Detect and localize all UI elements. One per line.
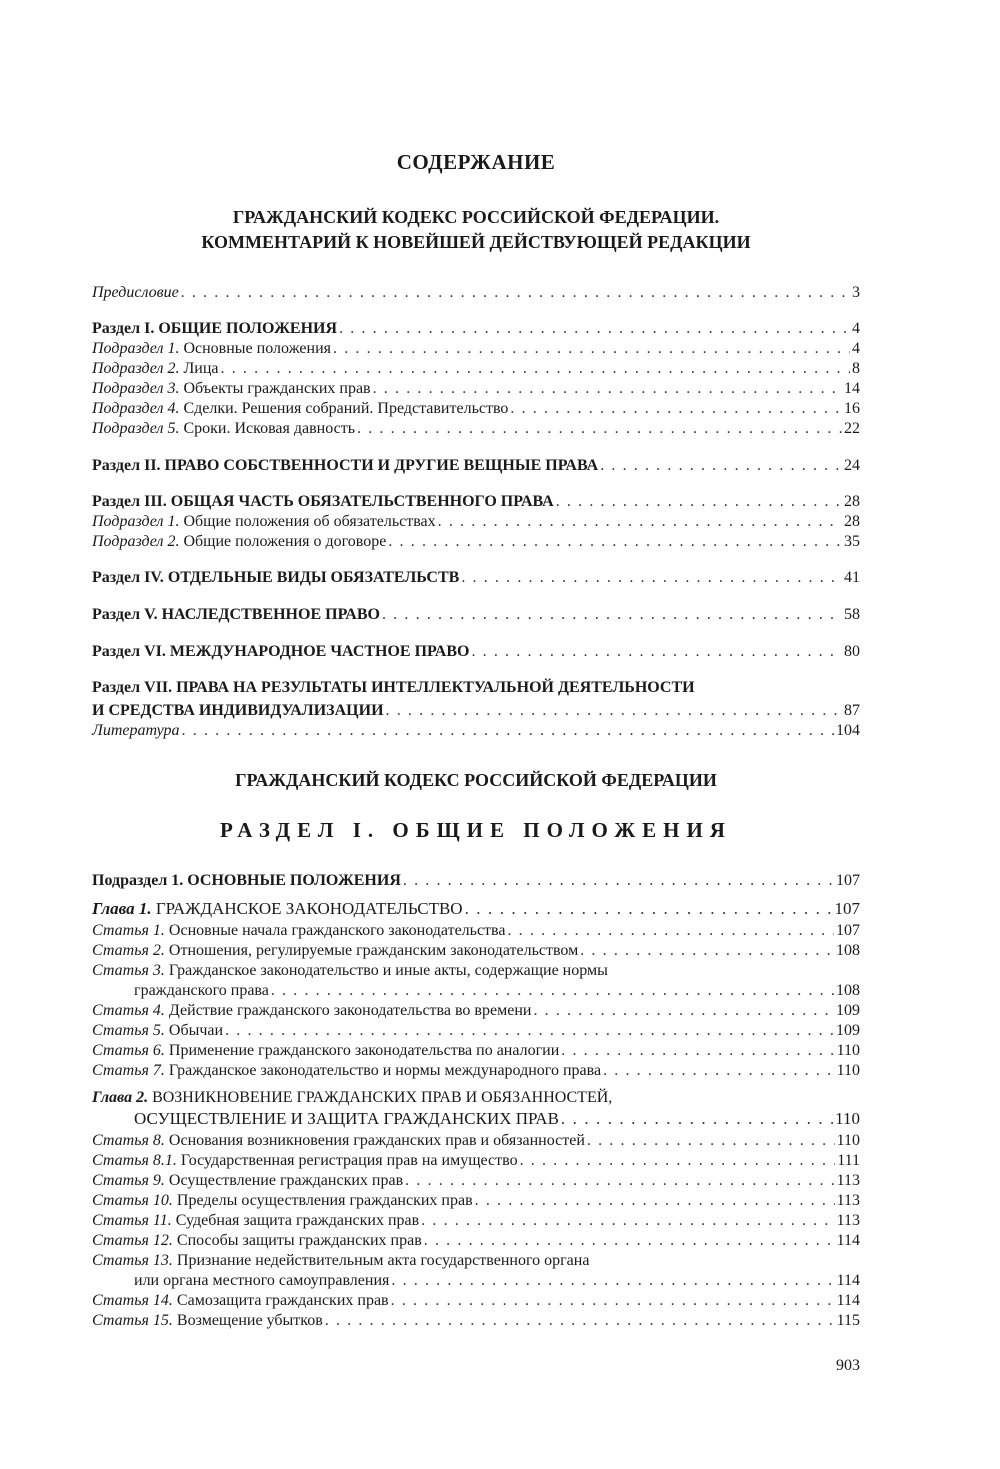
entry-prefix: Статья 5. (92, 1022, 165, 1039)
entry-label: Общие положения о договоре (179, 533, 387, 550)
leader-dots (561, 1109, 833, 1129)
entry-prefix: Подраздел 4. (92, 400, 180, 417)
leader-dots (357, 419, 842, 439)
entry-page: 58 (844, 606, 860, 623)
toc-entry-article[interactable] (134, 1271, 860, 1291)
entry-label: Объекты гражданских прав (179, 380, 371, 397)
entry-prefix: Статья 11. (92, 1212, 172, 1229)
toc-entry-article[interactable] (92, 921, 860, 941)
leader-dots (603, 1061, 835, 1081)
leader-dots (520, 1151, 836, 1171)
leader-dots (580, 941, 834, 961)
leader-dots (181, 283, 850, 303)
leader-dots (507, 921, 834, 941)
toc-entry-article[interactable] (92, 1151, 860, 1171)
entry-prefix: Подраздел 1. (92, 340, 180, 357)
entry-prefix: Раздел I. (92, 320, 159, 337)
entry-prefix: Раздел V. (92, 606, 162, 623)
toc-entry-article-line-1[interactable] (92, 1251, 589, 1271)
toc-entry-literature[interactable] (92, 721, 860, 741)
entry-page: 35 (844, 533, 860, 550)
entry-page: 114 (836, 1272, 860, 1289)
leader-dots (182, 721, 834, 741)
toc-entry-article[interactable] (92, 1191, 860, 1211)
entry-prefix: Статья 1. (92, 922, 165, 939)
entry-page: 14 (844, 380, 860, 397)
entry-label: ОБЩИЕ ПОЛОЖЕНИЯ (158, 320, 338, 337)
entry-prefix: Статья 13. (92, 1252, 173, 1269)
entry-label: НАСЛЕДСТВЕННОЕ ПРАВО (161, 606, 380, 623)
entry-page: 107 (834, 899, 860, 918)
toc-entry-article[interactable] (134, 981, 860, 1001)
entry-prefix: Статья 15. (92, 1312, 173, 1329)
entry-label: Сделки. Решения собраний. Представительство (179, 400, 509, 417)
entry-page: 41 (844, 569, 860, 586)
entry-page: 110 (836, 1132, 860, 1149)
leader-dots (391, 1291, 835, 1311)
toc-entry-subsection[interactable] (92, 359, 860, 379)
entry-prefix: Статья 7. (92, 1062, 165, 1079)
leader-dots (461, 568, 842, 588)
toc-entry-subsection[interactable] (92, 399, 860, 419)
entry-page: 28 (844, 493, 860, 510)
leader-dots (391, 1271, 834, 1291)
toc-entry-article[interactable] (92, 1001, 860, 1021)
entry-label: Основные начала гражданского законодательства (164, 922, 506, 939)
entry-prefix: Раздел II. (92, 457, 165, 474)
toc-entry-chapter-1[interactable] (92, 899, 860, 919)
entry-label: Признание недействительным акта государственного органа (172, 1252, 590, 1269)
toc-entry-razdel-1[interactable] (92, 319, 860, 339)
entry-prefix: Статья 8. (92, 1132, 165, 1149)
razdel-title: РАЗДЕЛ I. ОБЩИЕ ПОЛОЖЕНИЯ (220, 818, 732, 842)
entry-label: Сроки. Исковая давность (179, 420, 356, 437)
entry-label: ПРАВО СОБСТВЕННОСТИ И ДРУГИЕ ВЕЩНЫЕ ПРАВА (164, 457, 599, 474)
entry-page: 114 (836, 1232, 860, 1249)
entry-label: Обычаи (164, 1022, 224, 1039)
toc-entry-article[interactable] (92, 1021, 860, 1041)
toc-entry-subsection-1[interactable] (92, 871, 860, 891)
entry-label: ОТДЕЛЬНЫЕ ВИДЫ ОБЯЗАТЕЛЬСТВ (167, 569, 460, 586)
entry-label: Применение гражданского законодательства по аналогии (164, 1042, 560, 1059)
toc-entry-subsection[interactable] (92, 419, 860, 439)
leader-dots (424, 1231, 835, 1251)
leader-dots (471, 642, 842, 662)
entry-label-cont: или органа местного самоуправления (134, 1272, 390, 1289)
toc-entry-subsection[interactable] (92, 379, 860, 399)
entry-label: Способы защиты гражданских прав (172, 1232, 422, 1249)
entry-prefix: Раздел III. (92, 493, 171, 510)
entry-label: Основные положения (179, 340, 331, 357)
entry-page: 108 (836, 982, 860, 999)
entry-prefix: Подраздел 3. (92, 380, 180, 397)
entry-label-cont: гражданского права (134, 982, 269, 999)
leader-dots (333, 339, 850, 359)
entry-label: Отношения, регулируемые гражданским законодательством (164, 942, 579, 959)
toc-entry-subsection[interactable] (92, 339, 860, 359)
leader-dots (533, 1001, 834, 1021)
toc-entry-subsection[interactable] (92, 512, 860, 532)
leader-dots (556, 492, 842, 512)
entry-page: 104 (836, 722, 860, 739)
leader-dots (465, 899, 833, 919)
entry-page: 3 (852, 284, 860, 301)
entry-label: Возмещение убытков (172, 1312, 323, 1329)
entry-page: 110 (836, 1062, 860, 1079)
entry-label: ПРАВА НА РЕЗУЛЬТАТЫ ИНТЕЛЛЕКТУАЛЬНОЙ ДЕЯТЕЛЬНОСТИ (176, 679, 695, 696)
entry-page: 107 (836, 872, 860, 889)
leader-dots (510, 399, 842, 419)
entry-prefix: Подраздел 5. (92, 420, 180, 437)
entry-label: Пределы осуществления гражданских прав (172, 1192, 473, 1209)
entry-prefix: Статья 6. (92, 1042, 165, 1059)
leader-dots (587, 1131, 835, 1151)
entry-page: 114 (836, 1292, 860, 1309)
toc-entry-preface[interactable] (92, 283, 860, 303)
entry-prefix: Подраздел 2. (92, 533, 180, 550)
leader-dots (388, 532, 842, 552)
toc-entry-article[interactable] (92, 1311, 860, 1331)
entry-prefix: Раздел IV. (92, 569, 168, 586)
book-title-line-1: ГРАЖДАНСКИЙ КОДЕКС РОССИЙСКОЙ ФЕДЕРАЦИИ. (232, 207, 720, 227)
entry-label: Общие положения об обязательствах (179, 513, 436, 530)
toc-entry-article[interactable] (92, 1231, 860, 1251)
entry-page: 108 (836, 942, 860, 959)
toc-entry-article[interactable] (92, 1291, 860, 1311)
entry-page: 8 (852, 360, 860, 377)
leader-dots (339, 319, 850, 339)
leader-dots (405, 1171, 834, 1191)
entry-page: 107 (836, 922, 860, 939)
entry-page: 109 (836, 1002, 860, 1019)
leader-dots (271, 981, 834, 1001)
toc-entry-article[interactable] (92, 1211, 860, 1231)
entry-page: 28 (844, 513, 860, 530)
toc-entry-chapter-2[interactable] (134, 1109, 860, 1129)
entry-page: 22 (844, 420, 860, 437)
entry-page: 113 (836, 1172, 860, 1189)
entry-prefix: Глава 2. (92, 1089, 149, 1106)
toc-entry-razdel-3[interactable] (92, 492, 860, 512)
toc-entry-article-line-1[interactable] (92, 961, 608, 981)
entry-prefix: Статья 3. (92, 962, 165, 979)
leader-dots (382, 605, 842, 625)
leader-dots (225, 1021, 834, 1041)
page-title: СОДЕРЖАНИЕ (396, 150, 556, 174)
entry-label: Предисловие (92, 284, 179, 301)
leader-dots (421, 1211, 834, 1231)
entry-page: 110 (835, 1109, 860, 1128)
entry-prefix: Статья 12. (92, 1232, 173, 1249)
section-title: ГРАЖДАНСКИЙ КОДЕКС РОССИЙСКОЙ ФЕДЕРАЦИИ (235, 770, 717, 790)
entry-label-cont: ОСУЩЕСТВЛЕНИЕ И ЗАЩИТА ГРАЖДАНСКИХ ПРАВ (134, 1109, 559, 1128)
entry-label: Гражданское законодательство и иные акты, содержащие нормы (164, 962, 608, 979)
entry-page: 113 (836, 1212, 860, 1229)
entry-prefix: Статья 10. (92, 1192, 173, 1209)
toc-entry-razdel-2[interactable] (92, 456, 860, 476)
entry-label: Литература (92, 722, 180, 739)
entry-prefix: Подраздел 1. (92, 513, 180, 530)
leader-dots (475, 1191, 835, 1211)
entry-page: 4 (852, 320, 860, 337)
leader-dots (325, 1311, 835, 1331)
toc-entry-subsection[interactable] (92, 532, 860, 552)
toc-entry-razdel-7[interactable] (92, 701, 860, 721)
leader-dots (438, 512, 842, 532)
entry-label: МЕЖДУНАРОДНОЕ ЧАСТНОЕ ПРАВО (169, 643, 470, 660)
entry-page: 16 (844, 400, 860, 417)
toc-entry-article[interactable] (92, 1041, 860, 1061)
entry-label: ОБЩАЯ ЧАСТЬ ОБЯЗАТЕЛЬСТВЕННОГО ПРАВА (170, 493, 554, 510)
entry-page: 24 (844, 457, 860, 474)
toc-entry-razdel-4[interactable] (92, 568, 860, 588)
toc-entry-razdel-6[interactable] (92, 642, 860, 662)
entry-prefix: Раздел VI. (92, 643, 170, 660)
entry-page: 115 (836, 1312, 860, 1329)
entry-prefix: Статья 14. (92, 1292, 173, 1309)
leader-dots (221, 359, 850, 379)
entry-page: 109 (836, 1022, 860, 1039)
entry-prefix: Глава 1. (92, 899, 152, 918)
entry-prefix: Статья 8.1. (92, 1152, 177, 1169)
entry-page: 111 (837, 1152, 860, 1169)
leader-dots (600, 456, 842, 476)
entry-prefix: Статья 9. (92, 1172, 165, 1189)
entry-label: И СРЕДСТВА ИНДИВИДУАЛИЗАЦИИ (92, 702, 384, 719)
entry-page: 4 (852, 340, 860, 357)
leader-dots (373, 379, 842, 399)
entry-label: ВОЗНИКНОВЕНИЕ ГРАЖДАНСКИХ ПРАВ И ОБЯЗАННОСТЕЙ, (148, 1089, 613, 1106)
entry-label: Основания возникновения гражданских прав и обязанностей (164, 1132, 585, 1149)
entry-label: Действие гражданского законодательства во времени (164, 1002, 532, 1019)
page-number: 903 (836, 1357, 860, 1374)
entry-page: 80 (844, 643, 860, 660)
entry-page: 110 (836, 1042, 860, 1059)
entry-label: Подраздел 1. ОСНОВНЫЕ ПОЛОЖЕНИЯ (92, 872, 401, 889)
entry-label: Судебная защита гражданских прав (171, 1212, 420, 1229)
entry-prefix: Раздел VII. (92, 679, 177, 696)
toc-entry-chapter-2-line-1[interactable] (92, 1088, 612, 1108)
entry-label: Гражданское законодательство и нормы международного права (164, 1062, 602, 1079)
toc-entry-article[interactable] (92, 1061, 860, 1081)
entry-label: ГРАЖДАНСКОЕ ЗАКОНОДАТЕЛЬСТВО (151, 899, 463, 918)
toc-entry-article[interactable] (92, 1171, 860, 1191)
entry-label: Государственная регистрация прав на имущество (176, 1152, 518, 1169)
toc-entry-razdel-7-line-1[interactable] (92, 678, 695, 698)
toc-entry-article[interactable] (92, 1131, 860, 1151)
entry-label: Самозащита гражданских прав (172, 1292, 389, 1309)
leader-dots (386, 701, 842, 721)
entry-label: Лица (179, 360, 219, 377)
entry-prefix: Подраздел 2. (92, 360, 180, 377)
entry-prefix: Статья 2. (92, 942, 165, 959)
entry-label: Осуществление гражданских прав (164, 1172, 404, 1189)
entry-page: 87 (844, 702, 860, 719)
leader-dots (561, 1041, 834, 1061)
entry-page: 113 (836, 1192, 860, 1209)
book-title-line-2: КОММЕНТАРИЙ К НОВЕЙШЕЙ ДЕЙСТВУЮЩЕЙ РЕДАКЦИИ (201, 232, 751, 252)
toc-entry-razdel-5[interactable] (92, 605, 860, 625)
leader-dots (403, 871, 834, 891)
entry-prefix: Статья 4. (92, 1002, 165, 1019)
toc-entry-article[interactable] (92, 941, 860, 961)
